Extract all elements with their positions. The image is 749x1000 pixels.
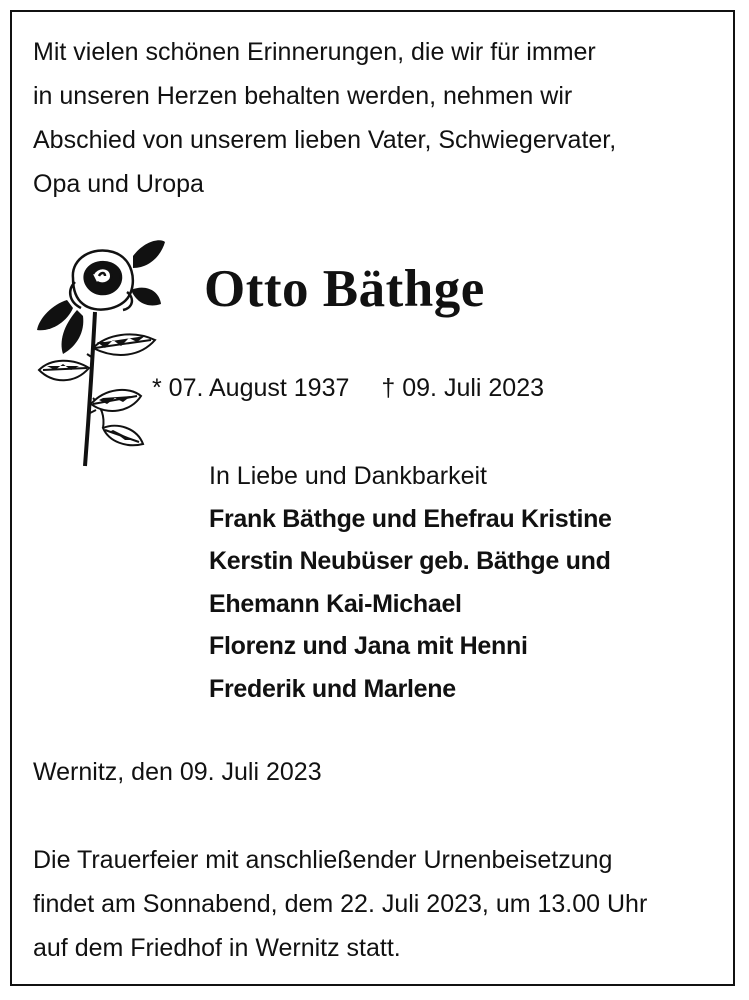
intro-text <box>33 30 717 206</box>
intro-line: Mit vielen schönen Erinnerungen, die wir für immer <box>33 38 596 66</box>
service-line: auf dem Friedhof in Wernitz statt. <box>33 934 401 962</box>
mourners-block <box>209 455 709 710</box>
service-line: findet am Sonnabend, dem 22. Juli 2023, um 13.00 Uhr <box>33 890 648 918</box>
place-date: Wernitz, den 09. Juli 2023 <box>33 758 322 786</box>
intro-line: Abschied von unserem lieben Vater, Schwiegervater, <box>33 126 617 154</box>
death-date: † 09. Juli 2023 <box>381 374 545 402</box>
service-line: Die Trauerfeier mit anschließender Urnenbeisetzung <box>33 846 613 874</box>
life-dates <box>152 370 544 406</box>
mourner-name: Florenz und Jana mit Henni <box>209 632 528 660</box>
mourner-name: Ehemann Kai-Michael <box>209 589 462 618</box>
rose-icon <box>33 238 168 470</box>
intro-line: Opa und Uropa <box>33 170 204 198</box>
mourner-name: Frank Bäthge und Ehefrau Kristine <box>209 504 612 533</box>
mourners-lead: In Liebe und Dankbarkeit <box>209 462 487 490</box>
service-info <box>33 838 717 970</box>
mourner-name: Kerstin Neubüser geb. Bäthge und <box>209 547 611 575</box>
deceased-name: Otto Bäthge <box>204 260 485 318</box>
intro-line: in unseren Herzen behalten werden, nehmen wir <box>33 82 573 110</box>
mourner-name: Frederik und Marlene <box>209 674 456 703</box>
birth-date: * 07. August 1937 <box>152 374 350 402</box>
